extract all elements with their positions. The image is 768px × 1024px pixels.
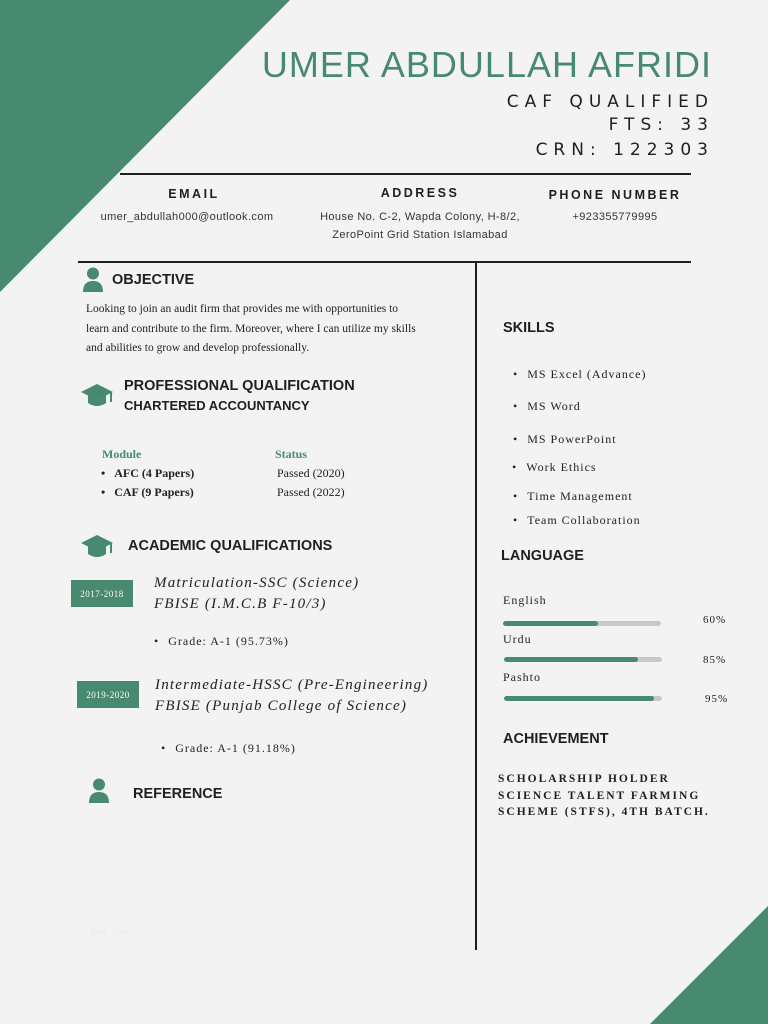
graduation-cap-icon [80, 382, 114, 410]
module-row: • AFC (4 Papers) [101, 466, 195, 480]
language-level-fill [504, 657, 638, 662]
column-divider [475, 262, 477, 950]
achievement-line: SCIENCE TALENT FARMING [498, 789, 701, 802]
skill-item: • MS PowerPoint [513, 432, 617, 447]
phone-value[interactable]: +923355779995 [572, 211, 658, 223]
date-badge: 2017-2018 [71, 580, 133, 607]
skill-item: • Team Collaboration [513, 513, 641, 528]
graduation-cap-icon [80, 533, 114, 561]
status-header: Status [275, 447, 308, 461]
language-percent: 60% [703, 614, 727, 626]
module-status: Passed (2020) [277, 466, 345, 480]
candidate-name: UMER ABDULLAH AFRIDI [261, 44, 712, 85]
objective-line: learn and contribute to the firm. Moreover, where I can utilize my skills [86, 322, 416, 335]
language-level-fill [503, 621, 598, 626]
skill-item: • Time Management [513, 489, 633, 504]
module-name: CAF (9 Papers) [114, 485, 194, 499]
reference-title: REFERENCE [133, 786, 223, 802]
module-row: • CAF (9 Papers) [101, 485, 194, 499]
header-divider [120, 173, 691, 175]
corner-triangle-bottom-right [650, 906, 768, 1024]
address-line-2: ZeroPoint Grid Station Islamabad [332, 229, 508, 241]
education-title: Matriculation-SSC (Science) [154, 575, 360, 591]
education-grade: • Grade: A-1 (95.73%) [154, 634, 289, 649]
contact-divider [78, 261, 691, 263]
module-header: Module [102, 447, 142, 461]
email-value[interactable]: umer_abdullah000@outlook.com [100, 211, 274, 223]
address-line-1: House No. C-2, Wapda Colony, H-8/2, [320, 211, 520, 223]
skill-item: • Work Ethics [512, 460, 597, 475]
academic-title: ACADEMIC QUALIFICATIONS [128, 538, 333, 554]
language-percent: 95% [705, 693, 729, 705]
skill-item: • MS Word [513, 399, 581, 414]
module-name: AFC (4 Papers) [114, 466, 195, 480]
language-name: Pashto [503, 670, 542, 684]
professional-subtitle: CHARTERED ACCOUNTANCY [124, 398, 310, 413]
module-status: Passed (2022) [277, 485, 345, 499]
language-name: English [503, 593, 547, 607]
achievement-title: ACHIEVEMENT [503, 731, 609, 747]
language-level-bar [504, 657, 662, 662]
professional-title: PROFESSIONAL QUALIFICATION [124, 378, 355, 394]
person-icon [88, 778, 110, 804]
objective-line: and abilities to grow and develop professionally. [86, 342, 310, 354]
phone-label: PHONE NUMBER [548, 188, 682, 202]
achievement-line: SCHOLARSHIP HOLDER [498, 773, 670, 785]
education-title: Intermediate-HSSC (Pre-Engineering) [155, 677, 429, 693]
language-percent: 85% [703, 654, 727, 666]
objective-line: Looking to join an audit firm that provides me with opportunities to [86, 303, 399, 315]
objective-title: OBJECTIVE [112, 272, 195, 288]
faint-date-text: 2019 - 2020 [90, 928, 129, 937]
skills-title: SKILLS [503, 320, 555, 336]
language-name: Urdu [503, 632, 532, 646]
person-icon [82, 267, 104, 293]
email-label: EMAIL [168, 187, 220, 201]
education-institution: FBISE (Punjab College of Science) [155, 698, 408, 714]
fts-line: FTS: 33 [608, 115, 714, 135]
education-grade: • Grade: A-1 (91.18%) [161, 741, 296, 756]
achievement-text [498, 771, 710, 821]
language-level-fill [504, 696, 654, 701]
skill-item: • MS Excel (Advance) [513, 367, 647, 382]
education-institution: FBISE (I.M.C.B F-10/3) [154, 596, 327, 612]
address-label: ADDRESS [380, 186, 460, 200]
date-badge: 2019-2020 [77, 681, 139, 708]
qualification-line: CAF QUALIFIED [506, 92, 714, 112]
crn-line: CRN: 122303 [535, 140, 714, 160]
language-level-bar [503, 621, 661, 626]
corner-triangle-top-left [0, 0, 290, 292]
objective-text [86, 300, 466, 359]
language-level-bar [504, 696, 662, 701]
language-title: LANGUAGE [501, 548, 584, 564]
achievement-line: SCHEME (STFS), 4TH BATCH. [498, 806, 710, 818]
